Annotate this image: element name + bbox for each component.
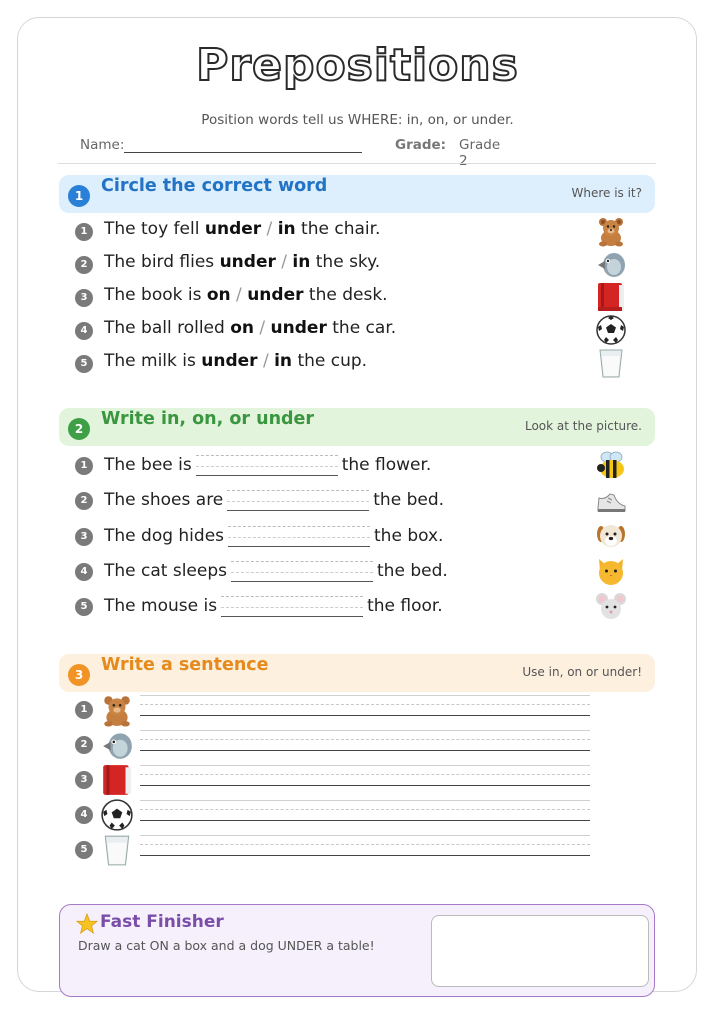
answer-blank[interactable] [231, 559, 373, 582]
item-number: 1 [75, 701, 93, 719]
page-title: Prepositions [196, 40, 519, 91]
sentence-start: The shoes are [104, 490, 224, 510]
item-sentence [104, 453, 431, 476]
writing-lines[interactable] [140, 730, 590, 756]
writing-lines[interactable] [140, 765, 590, 791]
section-1-hint: Where is it? [571, 186, 642, 200]
item-number: 4 [75, 563, 93, 581]
option-separator: / [275, 252, 293, 272]
soccer-ball-icon [100, 798, 134, 832]
writing-lines[interactable] [140, 695, 590, 721]
bird-icon [100, 728, 134, 762]
dog-icon [595, 520, 627, 552]
option-separator: / [257, 351, 275, 371]
option-1[interactable]: under [219, 252, 276, 272]
cat-icon [595, 555, 627, 587]
sentence-item [75, 798, 595, 832]
option-2[interactable]: under [270, 318, 327, 338]
option-1[interactable]: on [230, 318, 254, 338]
section-2-header [59, 408, 655, 446]
item-number: 1 [75, 457, 93, 475]
sentence-end: the bed. [373, 490, 445, 510]
option-separator: / [254, 318, 271, 338]
book-icon [100, 763, 134, 797]
item-sentence [104, 285, 388, 305]
page-subtitle: Position words tell us WHERE: in, on, or under. [201, 112, 514, 128]
option-separator: / [261, 219, 278, 239]
grade-value: Grade 2 [459, 137, 501, 169]
bee-icon [595, 449, 627, 481]
section-3-header [59, 654, 655, 692]
item-sentence [104, 219, 380, 239]
item-number: 2 [75, 736, 93, 754]
book-icon [595, 281, 627, 313]
sentence-item [75, 763, 595, 797]
answer-blank[interactable] [196, 453, 338, 476]
section-1-number: 1 [68, 185, 90, 207]
option-2[interactable]: in [277, 219, 296, 239]
item-number: 2 [75, 492, 93, 510]
sentence-end: the car. [326, 318, 397, 338]
sentence-end: the cup. [292, 351, 368, 371]
item-number: 3 [75, 528, 93, 546]
sentence-end: the chair. [295, 219, 381, 239]
sentence-start: The bee is [104, 455, 192, 475]
header-divider [58, 163, 656, 164]
sentence-start: The bird flies [104, 252, 220, 272]
item-number: 3 [75, 289, 93, 307]
answer-blank[interactable] [221, 594, 363, 617]
item-sentence [104, 488, 444, 511]
fast-finisher-box [59, 904, 655, 997]
item-number: 1 [75, 223, 93, 241]
teddy-bear-icon [100, 693, 134, 727]
item-number: 3 [75, 771, 93, 789]
answer-blank[interactable] [228, 524, 370, 547]
item-sentence [104, 351, 367, 371]
section-1-header [59, 175, 655, 213]
option-2[interactable]: in [274, 351, 293, 371]
sentence-start: The mouse is [104, 596, 218, 616]
sentence-end: the desk. [303, 285, 388, 305]
item-number: 4 [75, 806, 93, 824]
option-1[interactable]: under [204, 219, 262, 239]
sentence-end: the box. [374, 526, 444, 546]
sentence-end: the bed. [377, 561, 448, 581]
section-1-title: Circle the correct word [101, 176, 328, 196]
item-sentence [104, 252, 380, 272]
item-sentence [104, 318, 396, 338]
sentence-start: The ball rolled [104, 318, 231, 338]
item-number: 5 [75, 355, 93, 373]
sentence-item [75, 728, 595, 762]
star-icon [76, 913, 98, 935]
mouse-icon [595, 590, 627, 622]
item-sentence [104, 524, 443, 547]
option-2[interactable]: under [247, 285, 304, 305]
section-3-hint: Use in, on or under! [522, 665, 642, 679]
soccer-ball-icon [595, 314, 627, 346]
writing-lines[interactable] [140, 800, 590, 826]
item-number: 4 [75, 322, 93, 340]
sentence-start: The cat sleeps [104, 561, 228, 581]
section-2-number: 2 [68, 418, 90, 440]
item-number: 5 [75, 598, 93, 616]
name-label: Name: [80, 137, 125, 153]
sentence-end: the flower. [341, 455, 432, 475]
item-sentence [104, 594, 443, 617]
drawing-box[interactable] [431, 915, 649, 987]
sentence-end: the floor. [367, 596, 443, 616]
option-separator: / [230, 285, 248, 305]
fast-finisher-title: Fast Finisher [100, 912, 224, 932]
item-number: 5 [75, 841, 93, 859]
milk-glass-icon [595, 347, 627, 379]
bird-icon [595, 248, 627, 280]
shoe-icon [595, 484, 627, 516]
name-field[interactable] [124, 152, 362, 153]
writing-lines[interactable] [140, 835, 590, 861]
option-1[interactable]: on [206, 285, 231, 305]
option-1[interactable]: under [201, 351, 258, 371]
section-2-title: Write in, on, or under [101, 409, 315, 429]
teddy-bear-icon [595, 215, 627, 247]
answer-blank[interactable] [227, 488, 369, 511]
sentence-end: the sky. [310, 252, 381, 272]
item-number: 2 [75, 256, 93, 274]
item-sentence [104, 559, 448, 582]
sentence-start: The milk is [104, 351, 202, 371]
sentence-start: The dog hides [104, 526, 225, 546]
sentence-item [75, 833, 595, 867]
fast-finisher-instructions: Draw a cat ON a box and a dog UNDER a table! [78, 938, 375, 953]
grade-label: Grade: [395, 137, 447, 153]
sentence-start: The toy fell [104, 219, 205, 239]
milk-glass-icon [100, 833, 134, 867]
section-3-title: Write a sentence [101, 655, 269, 675]
option-2[interactable]: in [292, 252, 311, 272]
sentence-start: The book is [104, 285, 207, 305]
section-3-number: 3 [68, 664, 90, 686]
sentence-item [75, 693, 595, 727]
section-2-hint: Look at the picture. [524, 419, 642, 433]
